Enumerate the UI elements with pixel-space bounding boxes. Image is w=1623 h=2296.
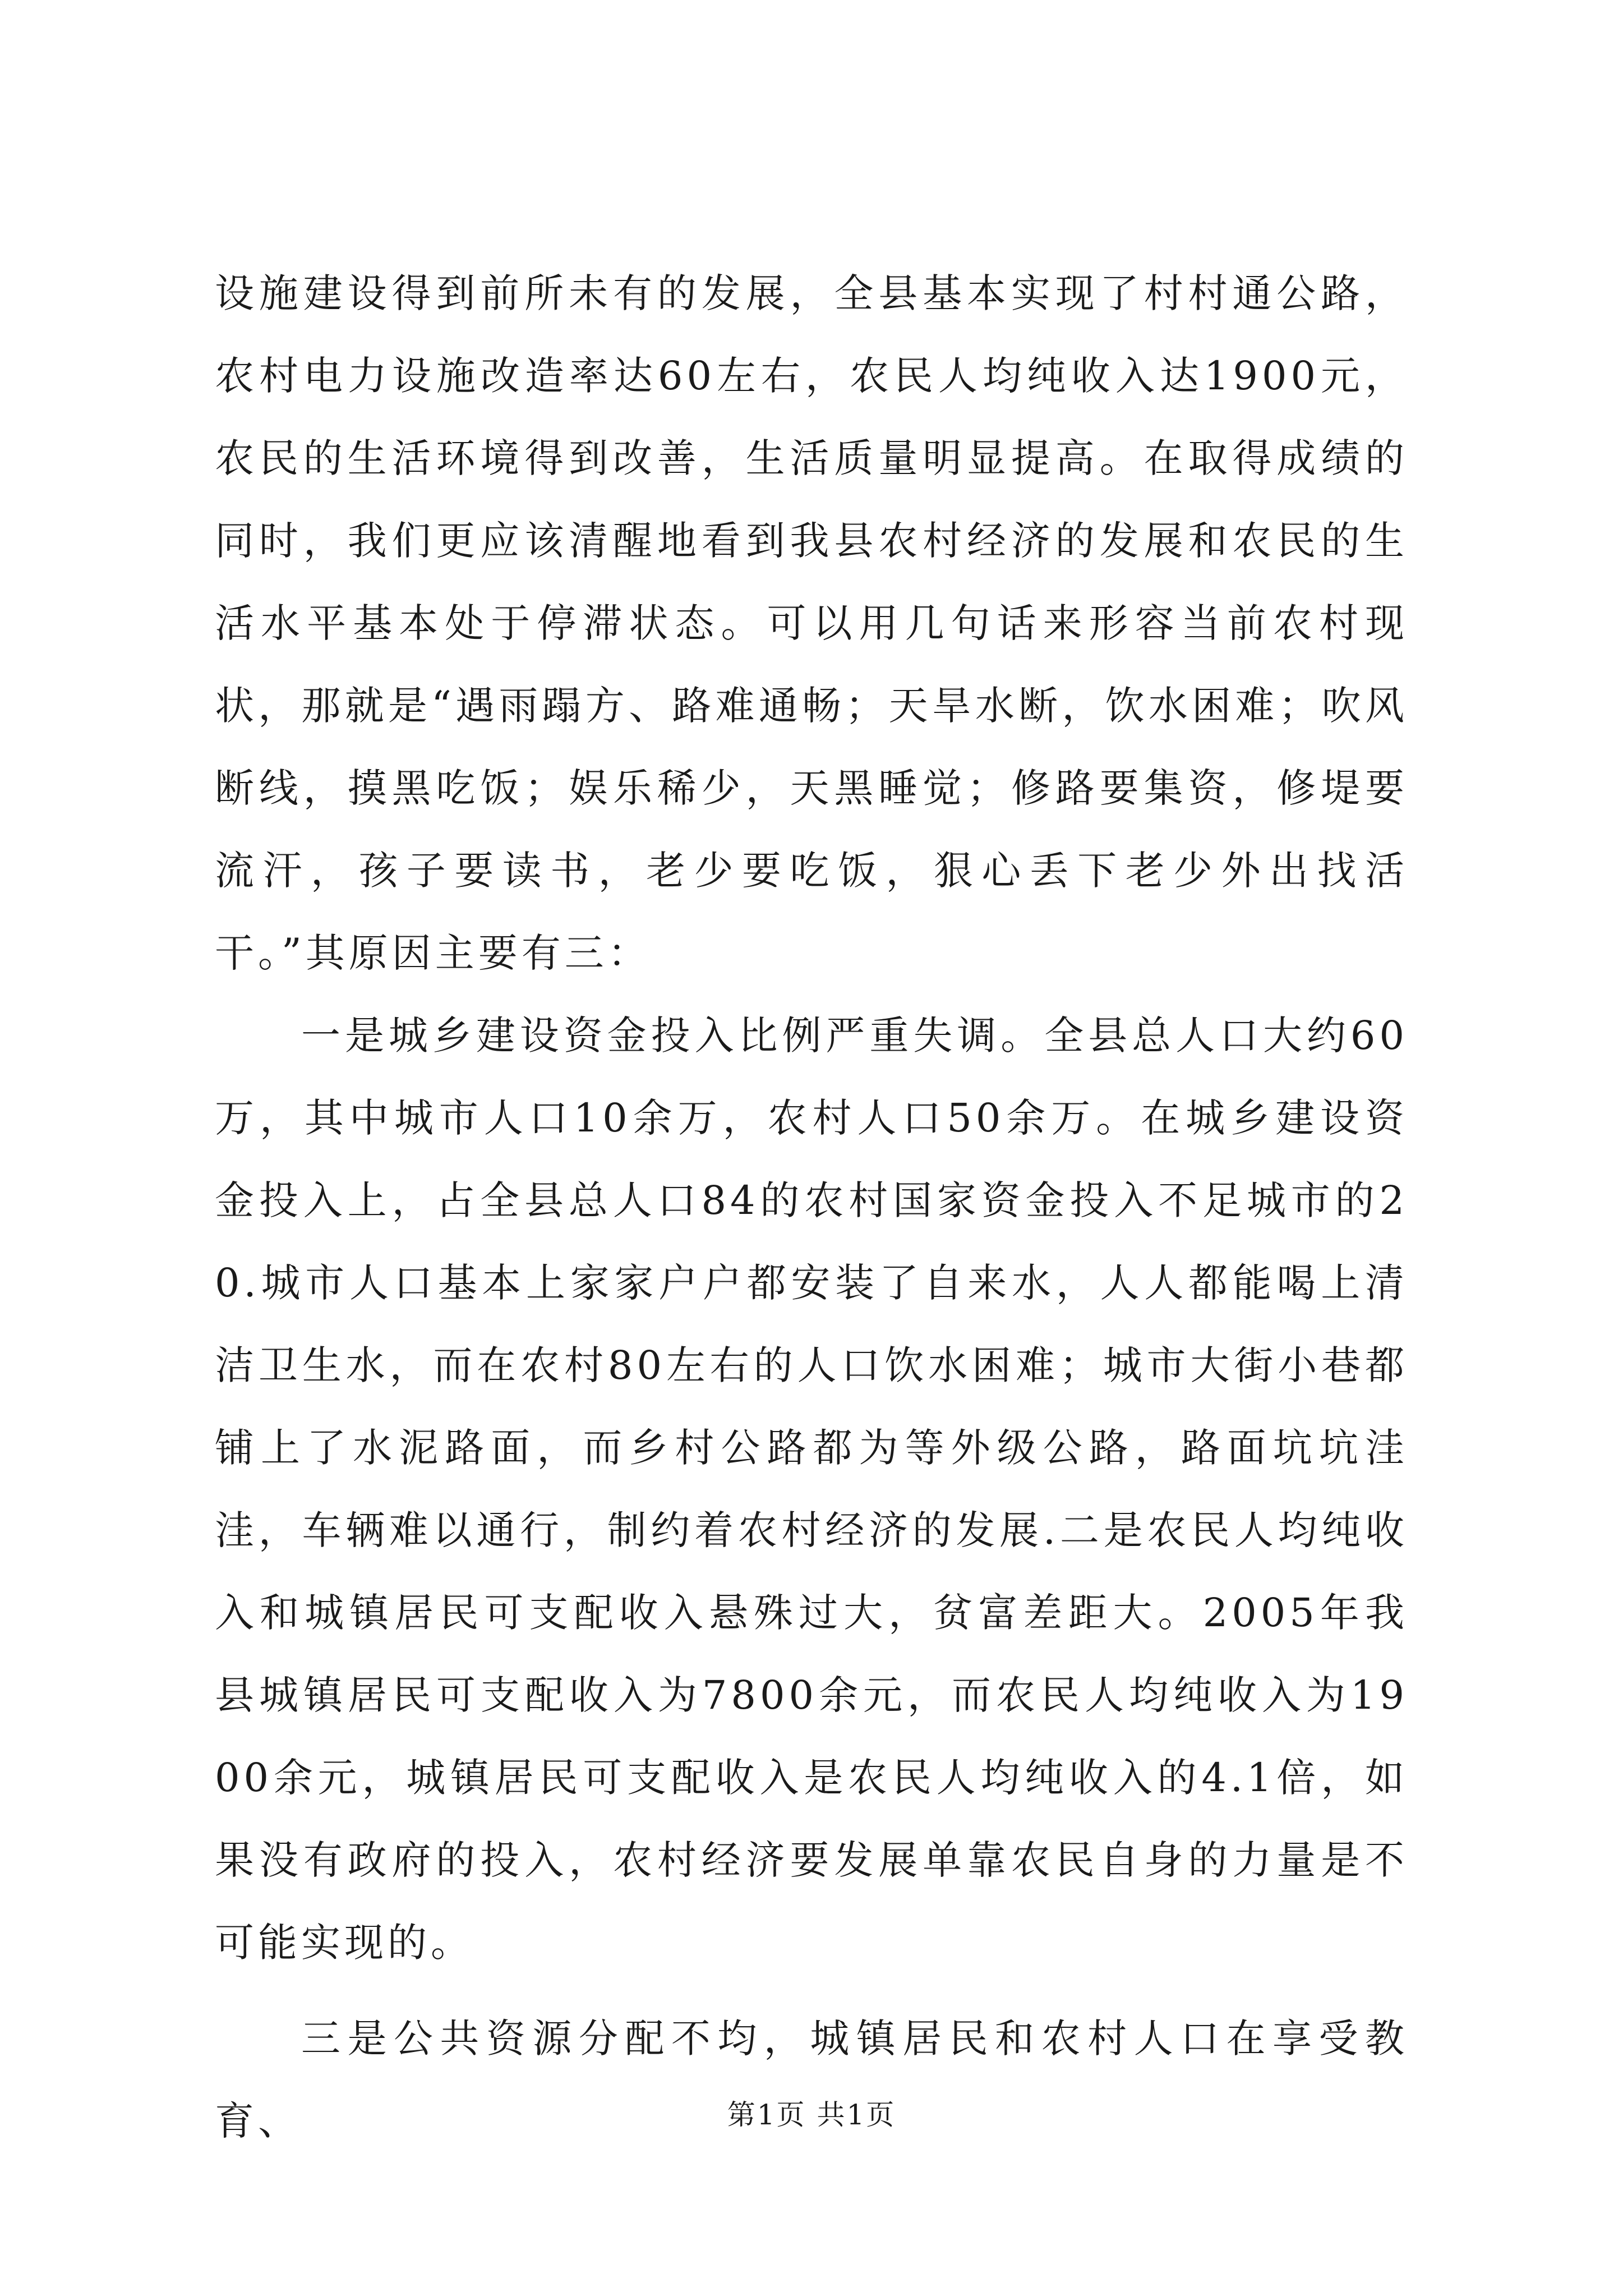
document-body xyxy=(215,252,1408,2162)
paragraph-continued: 设施建设得到前所未有的发展，全县基本实现了村村通公路，农村电力设施改造率达60左右，农民人均纯收入达1900元，农民的生活环境得到改善，生活质量明显提高。在取得成绩的同时，我们更应该清醒地看到我县农村经济的发展和农民的生活水平基本处于停滞状态。可以用几句话来形容当前农村现状，那就是“遇雨蹋方、路难通畅；天旱水断，饮水困难；吹风断线，摸黑吃饭；娱乐稀少，天黑睡觉；修路要集资，修堤要流汗，孩子要读书，老少要吃饭，狠心丢下老少外出找活干。”其原因主要有三： xyxy=(215,270,1408,976)
paragraph-reason-three: 三是公共资源分配不均，城镇居民和农村人口在享受教育、 xyxy=(215,2016,1408,2144)
page-footer: 第1页 共1页 xyxy=(727,2099,896,2131)
paragraph-reason-one-two: 一是城乡建设资金投入比例严重失调。全县总人口大约60万，其中城市人口10余万，农村人口50余万。在城乡建设资金投入上，占全县总人口84的农村国家资金投入不足城市的20.城市人口基本上家家户户都安装了自来水，人人都能喝上清洁卫生水，而在农村80左右的人口饮水困难；城市大街小巷都铺上了水泥路面，而乡村公路都为等外级公路，路面坑坑洼洼，车辆难以通行，制约着农村经济的发展.二是农民人均纯收入和城镇居民可支配收入悬殊过大，贫富差距大。2005年我县城镇居民可支配收入为7800余元，而农民人均纯收入为1900余元，城镇居民可支配收入是农民人均纯收入的4.1倍，如果没有政府的投入，农村经济要发展单靠农民自身的力量是不可能实现的。 xyxy=(215,1013,1408,1966)
